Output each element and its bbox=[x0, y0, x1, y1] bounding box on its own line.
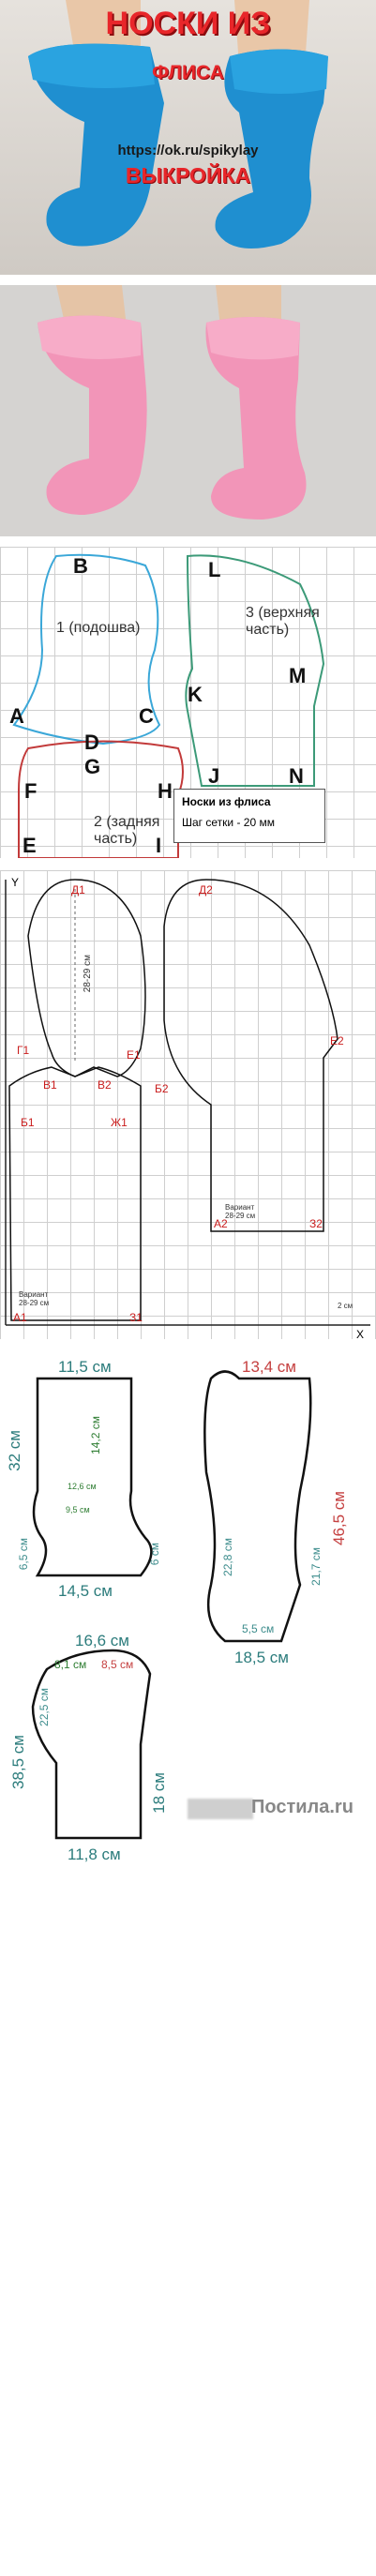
grid-note: 2 см bbox=[338, 1302, 353, 1310]
dim-sole-top-b: 8,5 см bbox=[101, 1658, 134, 1671]
variant-left: Вариант 28-29 см bbox=[19, 1290, 50, 1307]
legend-title: Носки из флиса bbox=[182, 795, 271, 808]
point-Zh1: Ж1 bbox=[111, 1116, 128, 1129]
point-B2-left: Б2 bbox=[155, 1082, 169, 1095]
point-H: H bbox=[158, 779, 173, 803]
dim-sole-right: 18 см bbox=[150, 1772, 168, 1814]
point-A: A bbox=[9, 704, 24, 728]
dim-small-h1: 6,5 см bbox=[17, 1538, 30, 1571]
point-V1: В1 bbox=[43, 1078, 57, 1092]
dim-upper-side: 21,7 см bbox=[309, 1547, 323, 1586]
dim-sole-height: 38,5 см bbox=[9, 1735, 27, 1789]
dim-height-left: 32 см bbox=[6, 1430, 23, 1471]
pattern-lettered bbox=[0, 547, 376, 858]
point-C: C bbox=[139, 704, 154, 728]
point-Z1: З1 bbox=[129, 1311, 143, 1324]
point-N: N bbox=[289, 764, 304, 788]
legend-box bbox=[173, 789, 325, 843]
title-line1: НОСКИ ИЗ bbox=[105, 6, 271, 41]
piece3-label: 3 (верхняя часть) bbox=[246, 605, 320, 638]
dim-upper-bottom: 18,5 см bbox=[234, 1649, 289, 1666]
point-F: F bbox=[24, 779, 38, 803]
point-Z2: З2 bbox=[309, 1217, 323, 1230]
point-D2: Д2 bbox=[199, 883, 213, 896]
dim-sole-bottom: 11,8 см bbox=[68, 1845, 121, 1863]
axis-y-label: Y bbox=[11, 876, 20, 889]
point-D: D bbox=[84, 731, 99, 754]
point-B1: Б1 bbox=[21, 1116, 35, 1129]
watermark-text: Постила.ru bbox=[251, 1797, 353, 1817]
dim-sole-top-a: 8,1 см bbox=[54, 1658, 87, 1671]
dim-mid-h: 9,5 см bbox=[66, 1505, 90, 1514]
dim-upper-low: 5,5 см bbox=[242, 1622, 275, 1635]
point-D1: Д1 bbox=[71, 883, 85, 896]
dim-upper-width: 13,4 см bbox=[242, 1358, 296, 1376]
point-K: K bbox=[188, 683, 203, 706]
legend-grid-step: Шаг сетки - 20 мм bbox=[182, 816, 275, 829]
dim-inner-h: 14,2 см bbox=[89, 1416, 102, 1454]
pattern-dimensions bbox=[0, 1350, 376, 2529]
point-L: L bbox=[208, 558, 221, 581]
watermark-blur bbox=[188, 1799, 253, 1819]
point-B: B bbox=[73, 554, 88, 578]
pattern-word: ВЫКРОЙКА bbox=[125, 163, 251, 188]
dim-top-width: 11,5 см bbox=[58, 1358, 112, 1376]
piece1-label: 1 (подошва) bbox=[56, 620, 141, 636]
point-E: E bbox=[23, 834, 37, 857]
variant-right: Вариант 28-29 см bbox=[225, 1203, 256, 1220]
point-G1: Г1 bbox=[17, 1044, 30, 1057]
point-A2: А2 bbox=[214, 1217, 228, 1230]
point-A1: А1 bbox=[13, 1311, 27, 1324]
point-M: M bbox=[289, 664, 307, 687]
point-E1: Е1 bbox=[127, 1048, 141, 1062]
point-V2: В2 bbox=[98, 1078, 112, 1092]
dim-bottom-width: 14,5 см bbox=[58, 1582, 113, 1600]
axis-x-label: X bbox=[356, 1328, 365, 1339]
dim-inner-w: 12,6 см bbox=[68, 1482, 97, 1491]
point-J: J bbox=[208, 764, 220, 788]
dim-upper-inner: 22,8 см bbox=[221, 1538, 234, 1576]
title-line2: ФЛИСА bbox=[152, 62, 224, 83]
piece2-label: 2 (задняя часть) bbox=[94, 814, 160, 847]
source-url[interactable]: https://ok.ru/spikylay bbox=[117, 143, 259, 158]
photo-blue-socks bbox=[0, 0, 376, 275]
height-label: 28-29 см bbox=[83, 955, 93, 993]
dim-sole-inner: 22,5 см bbox=[38, 1688, 51, 1726]
photo-pink-socks bbox=[0, 285, 376, 536]
pattern-coordinates-outlines bbox=[0, 870, 376, 1339]
dim-small-h2: 6 см bbox=[148, 1543, 161, 1566]
point-I: I bbox=[156, 834, 162, 857]
dim-sole-top: 16,6 см bbox=[75, 1632, 129, 1650]
point-E2: Е2 bbox=[330, 1034, 344, 1047]
pattern-coordinates bbox=[0, 870, 376, 1339]
point-G: G bbox=[84, 755, 101, 778]
dim-upper-height: 46,5 см bbox=[330, 1491, 348, 1545]
pink-socks-illustration bbox=[0, 285, 376, 536]
